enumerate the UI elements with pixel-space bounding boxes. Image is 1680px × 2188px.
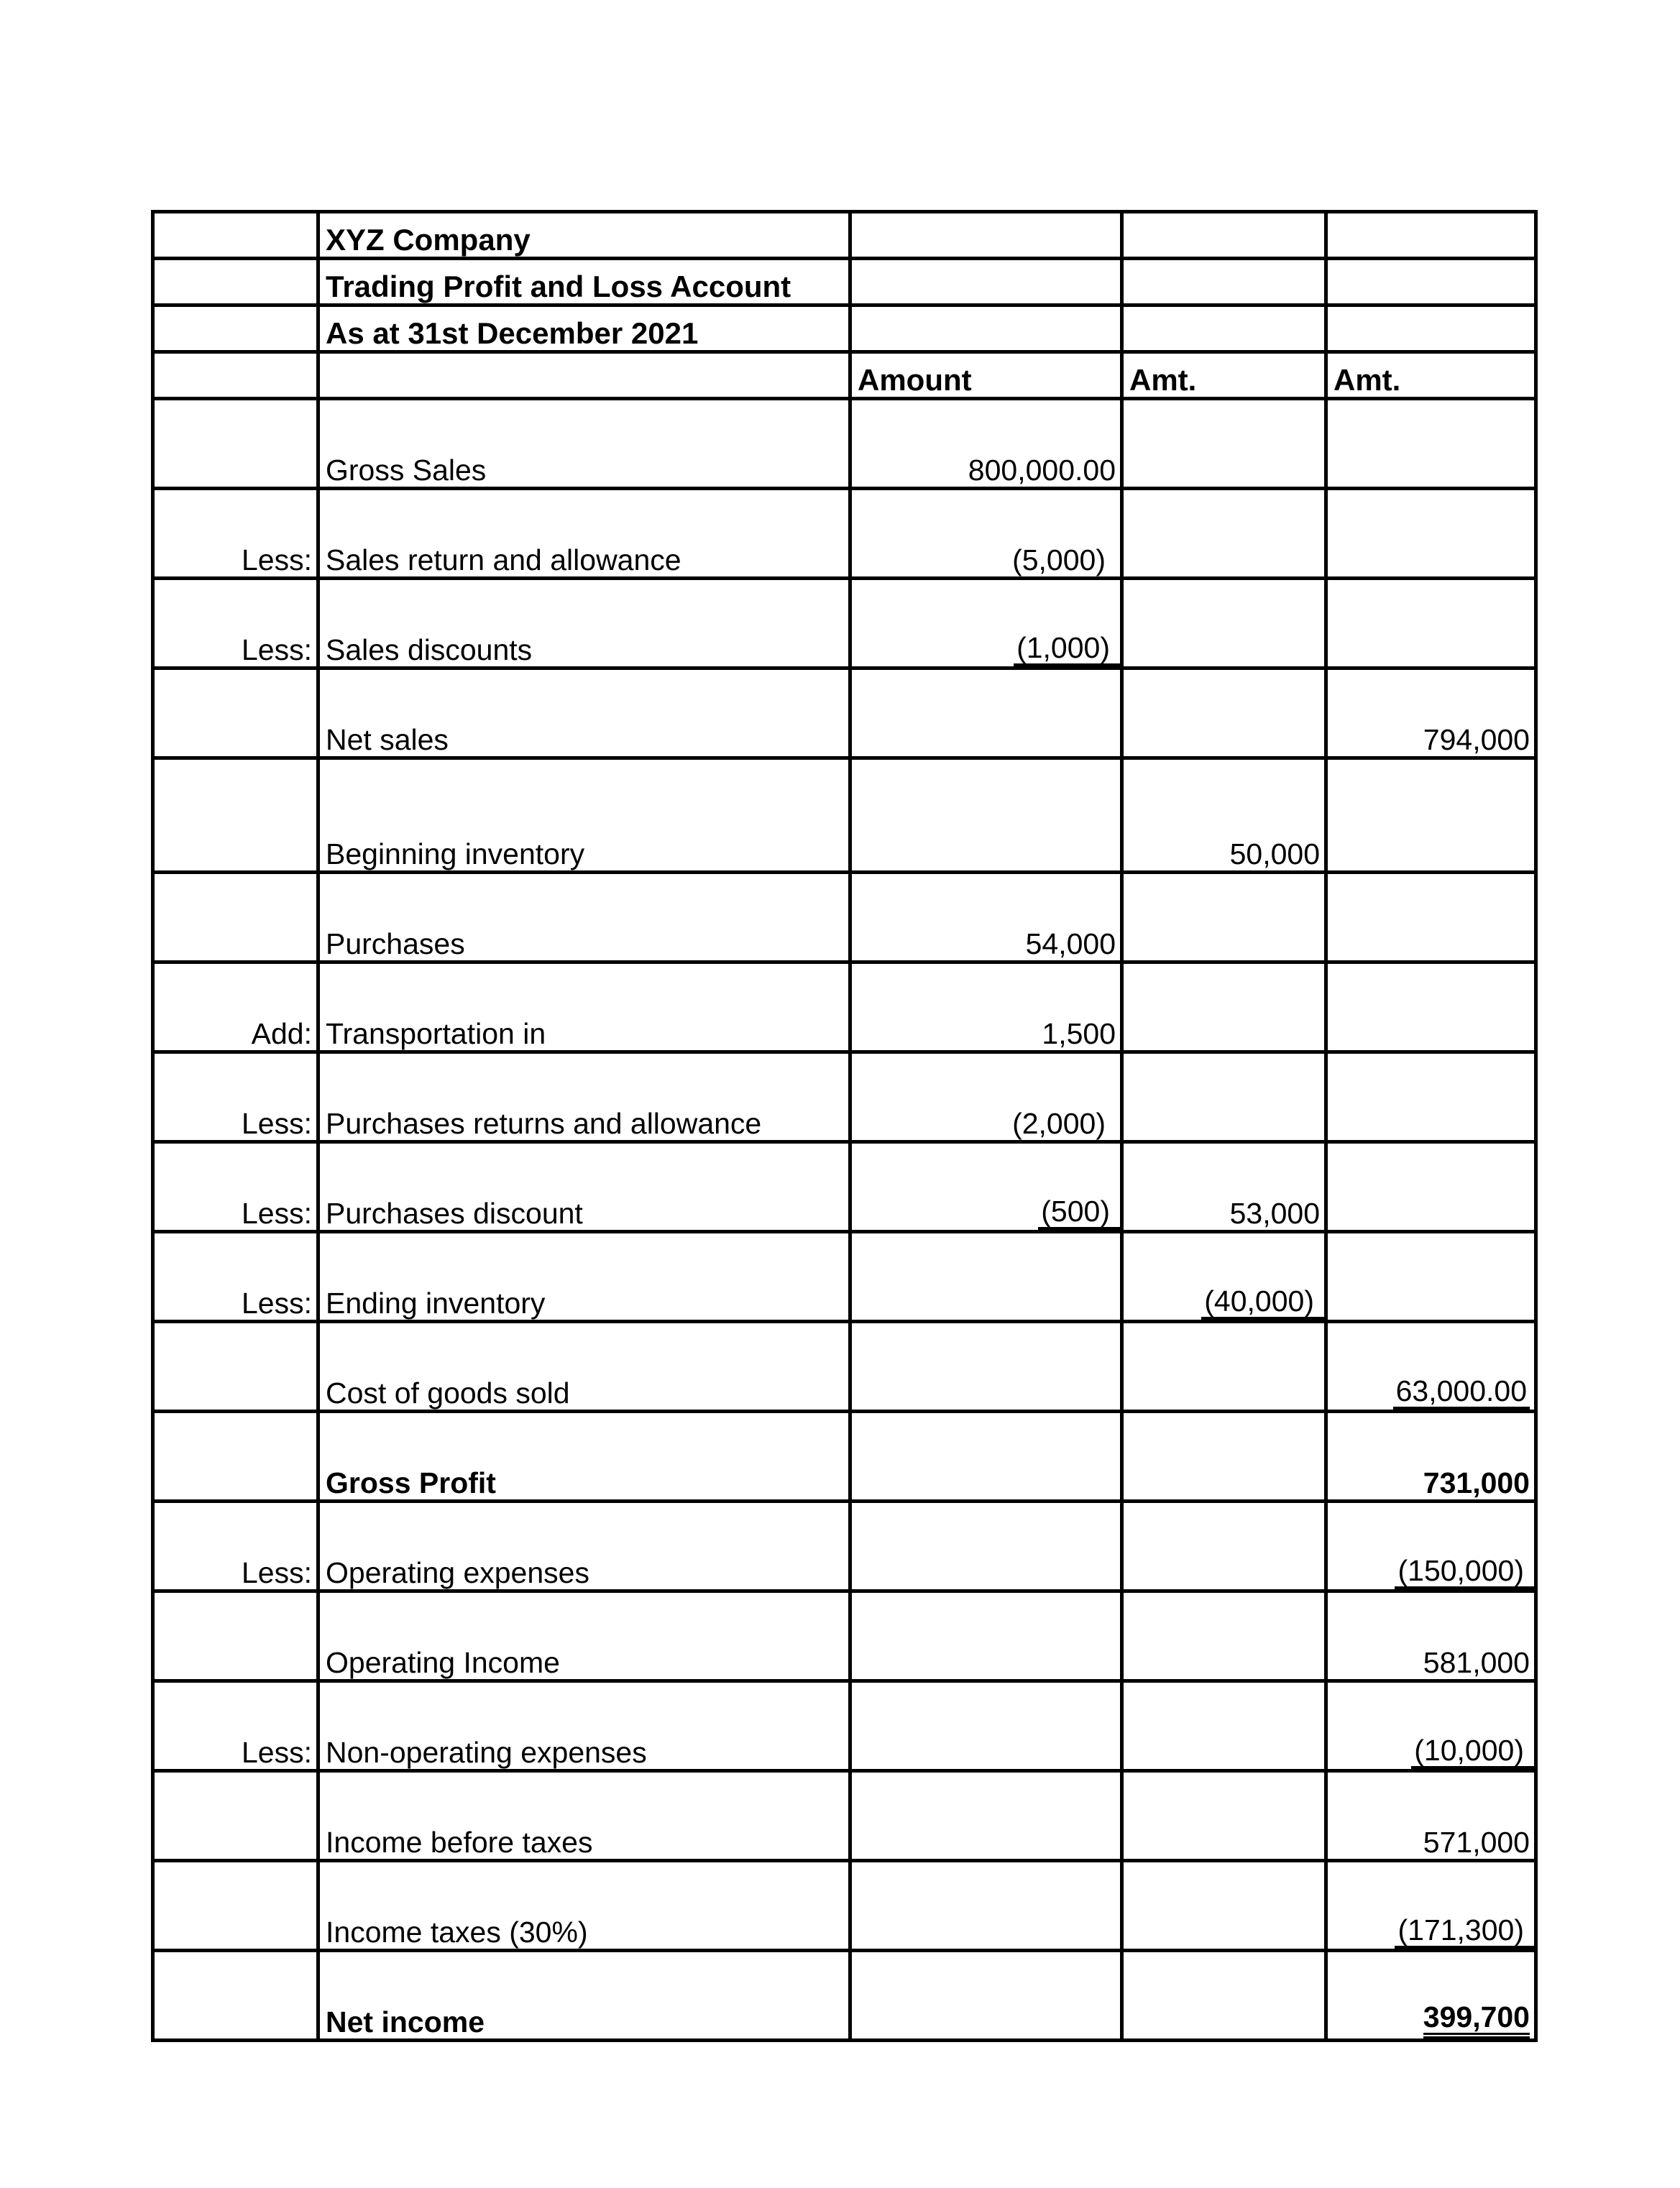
amt2-cell[interactable] bbox=[1122, 1502, 1326, 1591]
row-label: Sales return and allowance bbox=[326, 543, 681, 576]
label-cell[interactable] bbox=[318, 1861, 850, 1951]
amt2-cell[interactable] bbox=[1122, 1142, 1326, 1232]
amount-cell[interactable] bbox=[850, 962, 1122, 1052]
table-row-ending-inventory bbox=[153, 1232, 1536, 1322]
amt3-cell[interactable] bbox=[1326, 668, 1536, 758]
prefix-cell[interactable] bbox=[153, 1591, 318, 1681]
amt3-cell[interactable] bbox=[1326, 489, 1536, 579]
header-row-period bbox=[153, 305, 1536, 352]
amt3-cell[interactable] bbox=[1326, 758, 1536, 873]
amount-cell[interactable] bbox=[850, 399, 1122, 489]
amt2-cell[interactable] bbox=[1122, 873, 1326, 962]
prefix-cell[interactable] bbox=[153, 1771, 318, 1861]
amt3-cell[interactable] bbox=[1326, 1142, 1536, 1232]
row-amt3: 794,000 bbox=[1423, 722, 1530, 756]
amount-cell[interactable] bbox=[850, 489, 1122, 579]
amount-cell[interactable] bbox=[850, 873, 1122, 962]
row-amt3: 571,000 bbox=[1423, 1825, 1530, 1859]
row-amt3: (171,300) bbox=[1395, 1915, 1534, 1949]
amt2-cell[interactable] bbox=[1122, 489, 1326, 579]
row-amount: (500) bbox=[1038, 1196, 1120, 1230]
prefix-cell[interactable] bbox=[153, 1681, 318, 1771]
cell[interactable] bbox=[850, 305, 1122, 352]
table-row-operating-expenses bbox=[153, 1502, 1536, 1591]
cell[interactable] bbox=[318, 352, 850, 399]
row-amount: 54,000 bbox=[1025, 927, 1116, 960]
cell[interactable] bbox=[850, 259, 1122, 305]
label-cell[interactable] bbox=[318, 1412, 850, 1502]
cell[interactable] bbox=[1122, 259, 1326, 305]
table-row-sales-returns bbox=[153, 489, 1536, 579]
amt3-cell[interactable] bbox=[1326, 1322, 1536, 1412]
amt3-cell[interactable] bbox=[1326, 399, 1536, 489]
amt3-cell[interactable] bbox=[1326, 873, 1536, 962]
amt2-cell[interactable] bbox=[1122, 1052, 1326, 1142]
label-cell[interactable] bbox=[318, 962, 850, 1052]
prefix-cell[interactable] bbox=[153, 962, 318, 1052]
row-label: Operating expenses bbox=[326, 1555, 589, 1589]
table-row-non-operating-expenses bbox=[153, 1681, 1536, 1771]
row-amt3: 63,000.00 bbox=[1393, 1376, 1530, 1410]
label-cell[interactable] bbox=[318, 1052, 850, 1142]
amount-cell[interactable] bbox=[850, 1771, 1122, 1861]
amount-cell[interactable] bbox=[850, 1052, 1122, 1142]
prefix-cell[interactable] bbox=[153, 873, 318, 962]
label-cell[interactable] bbox=[318, 399, 850, 489]
column-header-row bbox=[153, 352, 1536, 399]
header-row-company bbox=[153, 212, 1536, 259]
amount-cell[interactable] bbox=[850, 1502, 1122, 1591]
amt2-cell[interactable] bbox=[1122, 668, 1326, 758]
row-amt3: (150,000) bbox=[1395, 1555, 1534, 1589]
cell[interactable] bbox=[1326, 212, 1536, 259]
label-cell[interactable] bbox=[318, 1322, 850, 1412]
cell[interactable] bbox=[318, 212, 850, 259]
cell[interactable] bbox=[1326, 305, 1536, 352]
cell[interactable] bbox=[1122, 305, 1326, 352]
amt2-cell[interactable] bbox=[1122, 1412, 1326, 1502]
table-row-net-income bbox=[153, 1951, 1536, 2041]
amt2-cell[interactable] bbox=[1122, 962, 1326, 1052]
column-header-amount[interactable] bbox=[850, 352, 1122, 399]
row-label: Non-operating expenses bbox=[326, 1735, 647, 1769]
prefix-cell[interactable] bbox=[153, 668, 318, 758]
row-label: Purchases bbox=[326, 927, 465, 960]
amount-cell[interactable] bbox=[850, 1861, 1122, 1951]
amt3-cell[interactable] bbox=[1326, 1502, 1536, 1591]
amt3-cell[interactable] bbox=[1326, 1591, 1536, 1681]
column-header-amt2[interactable] bbox=[1122, 352, 1326, 399]
table-row-purchases-discount bbox=[153, 1142, 1536, 1232]
table-row-sales-discounts bbox=[153, 579, 1536, 668]
amount-cell[interactable] bbox=[850, 1322, 1122, 1412]
row-amt3: 731,000 bbox=[1423, 1466, 1530, 1499]
row-amount: (5,000) bbox=[1012, 543, 1106, 576]
row-amt2: (40,000) bbox=[1201, 1286, 1324, 1320]
label-cell[interactable] bbox=[318, 579, 850, 668]
label-cell[interactable] bbox=[318, 758, 850, 873]
prefix-cell[interactable] bbox=[153, 758, 318, 873]
row-prefix: Less: bbox=[242, 1286, 312, 1320]
table-row-income-before-taxes bbox=[153, 1771, 1536, 1861]
amt3-cell[interactable] bbox=[1326, 1681, 1536, 1771]
statement-period: As at 31st December 2021 bbox=[326, 316, 699, 350]
amt2-cell[interactable] bbox=[1122, 1861, 1326, 1951]
row-prefix: Less: bbox=[242, 1196, 312, 1230]
cell[interactable] bbox=[850, 212, 1122, 259]
cell[interactable] bbox=[318, 305, 850, 352]
amount-cell[interactable] bbox=[850, 1412, 1122, 1502]
column-header-text: Amt. bbox=[1129, 362, 1197, 397]
amt2-cell[interactable] bbox=[1122, 758, 1326, 873]
amt2-cell[interactable] bbox=[1122, 1322, 1326, 1412]
amt2-cell[interactable] bbox=[1122, 1771, 1326, 1861]
row-amount: 800,000.00 bbox=[968, 453, 1116, 487]
row-label: Sales discounts bbox=[326, 633, 533, 666]
label-cell[interactable] bbox=[318, 1951, 850, 2041]
label-cell[interactable] bbox=[318, 873, 850, 962]
amt2-cell[interactable] bbox=[1122, 1951, 1326, 2041]
table-row-transportation-in bbox=[153, 962, 1536, 1052]
label-cell[interactable] bbox=[318, 1232, 850, 1322]
amount-cell[interactable] bbox=[850, 1142, 1122, 1232]
table-row-net-sales bbox=[153, 668, 1536, 758]
amount-cell[interactable] bbox=[850, 668, 1122, 758]
row-amt2: 53,000 bbox=[1229, 1196, 1320, 1230]
amount-cell[interactable] bbox=[850, 1591, 1122, 1681]
prefix-cell[interactable] bbox=[153, 399, 318, 489]
prefix-cell[interactable] bbox=[153, 1232, 318, 1322]
row-label: Gross Sales bbox=[326, 453, 487, 487]
row-amount: (2,000) bbox=[1012, 1106, 1106, 1140]
amt2-cell[interactable] bbox=[1122, 1232, 1326, 1322]
row-label: Gross Profit bbox=[326, 1466, 496, 1499]
cell[interactable] bbox=[153, 212, 318, 259]
column-header-text: Amount bbox=[858, 362, 972, 397]
row-label: Ending inventory bbox=[326, 1286, 546, 1320]
table-row-gross-sales bbox=[153, 399, 1536, 489]
amt3-cell[interactable] bbox=[1326, 962, 1536, 1052]
row-label: Purchases returns and allowance bbox=[326, 1106, 762, 1140]
table-row-income-taxes bbox=[153, 1861, 1536, 1951]
statement-title: Trading Profit and Loss Account bbox=[326, 269, 791, 303]
header-row-title bbox=[153, 259, 1536, 305]
amt3-cell[interactable] bbox=[1326, 579, 1536, 668]
row-label: Net income bbox=[326, 2005, 485, 2038]
company-name: XYZ Company bbox=[326, 222, 531, 257]
row-label: Purchases discount bbox=[326, 1196, 583, 1230]
label-cell[interactable] bbox=[318, 1681, 850, 1771]
cell[interactable] bbox=[318, 259, 850, 305]
row-prefix: Less: bbox=[242, 1555, 312, 1589]
amount-cell[interactable] bbox=[850, 1951, 1122, 2041]
cell[interactable] bbox=[1326, 259, 1536, 305]
amt3-cell[interactable] bbox=[1326, 1771, 1536, 1861]
row-prefix: Less: bbox=[242, 633, 312, 666]
row-prefix: Less: bbox=[242, 1106, 312, 1140]
amt2-cell[interactable] bbox=[1122, 399, 1326, 489]
row-label: Income before taxes bbox=[326, 1825, 593, 1859]
column-header-text: Amt. bbox=[1334, 362, 1401, 397]
row-prefix: Less: bbox=[242, 1735, 312, 1769]
prefix-cell[interactable] bbox=[153, 1142, 318, 1232]
label-cell[interactable] bbox=[318, 668, 850, 758]
prefix-cell[interactable] bbox=[153, 489, 318, 579]
label-cell[interactable] bbox=[318, 1502, 850, 1591]
row-amt3: 581,000 bbox=[1423, 1645, 1530, 1679]
amount-cell[interactable] bbox=[850, 579, 1122, 668]
profit-loss-table bbox=[151, 210, 1538, 2042]
row-prefix: Less: bbox=[242, 543, 312, 576]
amount-cell[interactable] bbox=[850, 1681, 1122, 1771]
label-cell[interactable] bbox=[318, 1142, 850, 1232]
row-label: Income taxes (30%) bbox=[326, 1915, 588, 1949]
prefix-cell[interactable] bbox=[153, 1412, 318, 1502]
amount-cell[interactable] bbox=[850, 758, 1122, 873]
amt2-cell[interactable] bbox=[1122, 579, 1326, 668]
column-header-amt3[interactable] bbox=[1326, 352, 1536, 399]
cell[interactable] bbox=[153, 305, 318, 352]
table-row-gross-profit bbox=[153, 1412, 1536, 1502]
prefix-cell[interactable] bbox=[153, 579, 318, 668]
row-label: Cost of goods sold bbox=[326, 1376, 570, 1410]
table-row-beginning-inventory bbox=[153, 758, 1536, 873]
row-prefix: Add: bbox=[251, 1016, 312, 1050]
row-amount: (1,000) bbox=[1014, 633, 1120, 666]
row-amt2: 50,000 bbox=[1229, 837, 1320, 870]
row-amt3: 399,700 bbox=[1423, 2003, 1530, 2038]
row-label: Beginning inventory bbox=[326, 837, 585, 870]
amt3-cell[interactable] bbox=[1326, 1052, 1536, 1142]
row-amt3: (10,000) bbox=[1411, 1735, 1534, 1769]
prefix-cell[interactable] bbox=[153, 1502, 318, 1591]
amt2-cell[interactable] bbox=[1122, 1681, 1326, 1771]
label-cell[interactable] bbox=[318, 1771, 850, 1861]
prefix-cell[interactable] bbox=[153, 1322, 318, 1412]
row-label: Net sales bbox=[326, 722, 449, 756]
amount-cell[interactable] bbox=[850, 1232, 1122, 1322]
label-cell[interactable] bbox=[318, 1591, 850, 1681]
cell[interactable] bbox=[153, 352, 318, 399]
table-row-operating-income bbox=[153, 1591, 1536, 1681]
amt3-cell[interactable] bbox=[1326, 1232, 1536, 1322]
prefix-cell[interactable] bbox=[153, 1861, 318, 1951]
amt3-cell[interactable] bbox=[1326, 1412, 1536, 1502]
prefix-cell[interactable] bbox=[153, 1052, 318, 1142]
amt2-cell[interactable] bbox=[1122, 1591, 1326, 1681]
row-label: Transportation in bbox=[326, 1016, 546, 1050]
table-row-cogs bbox=[153, 1322, 1536, 1412]
table-row-purchases bbox=[153, 873, 1536, 962]
amt3-cell[interactable] bbox=[1326, 1861, 1536, 1951]
cell[interactable] bbox=[1122, 212, 1326, 259]
table-row-purchases-returns bbox=[153, 1052, 1536, 1142]
label-cell[interactable] bbox=[318, 489, 850, 579]
amt3-cell[interactable] bbox=[1326, 1951, 1536, 2041]
cell[interactable] bbox=[153, 259, 318, 305]
row-amount: 1,500 bbox=[1042, 1016, 1116, 1050]
prefix-cell[interactable] bbox=[153, 1951, 318, 2041]
row-label: Operating Income bbox=[326, 1645, 560, 1679]
